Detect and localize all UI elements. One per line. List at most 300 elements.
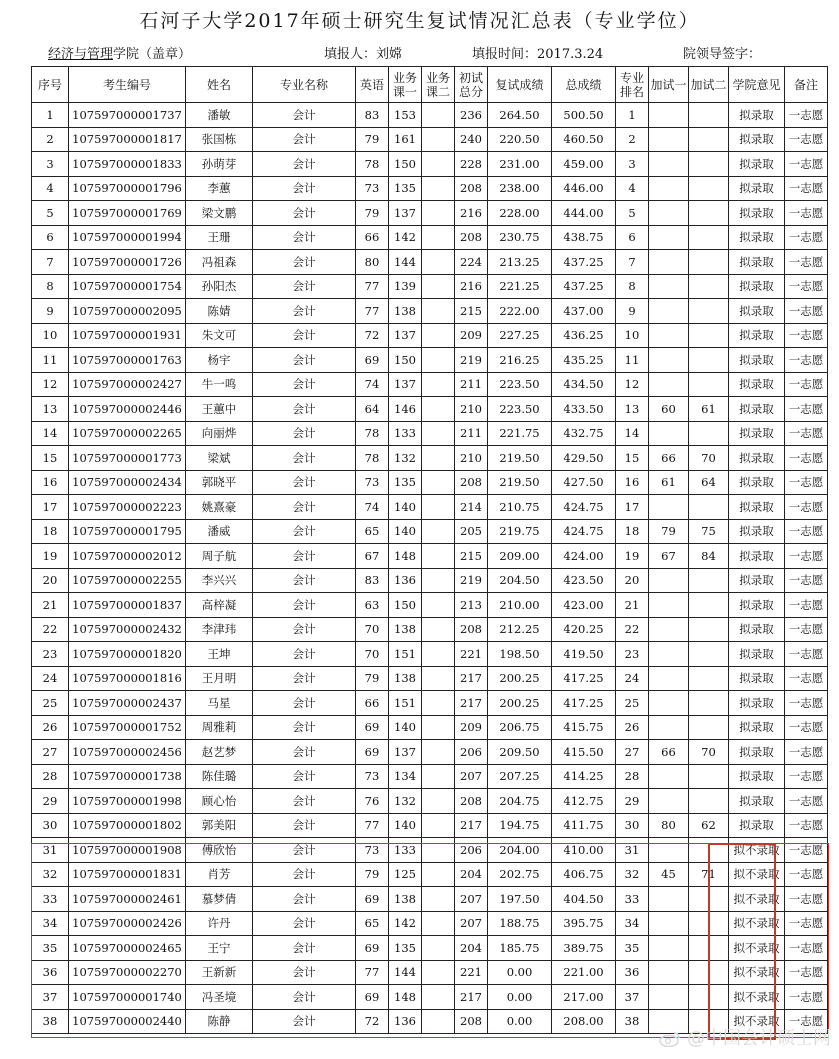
table-cell: 牛一鸣 <box>186 372 253 397</box>
college-suffix: 学院（盖章） <box>113 47 192 62</box>
column-header: 序号 <box>32 67 69 103</box>
table-cell: 31 <box>616 838 649 863</box>
table-cell: 135 <box>389 470 422 495</box>
table-cell: 215 <box>455 544 488 569</box>
table-cell: 27 <box>616 740 649 765</box>
table-cell: 69 <box>356 887 389 912</box>
table-cell: 459.00 <box>552 152 616 177</box>
table-cell: 417.25 <box>552 691 616 716</box>
table-cell: 王珊 <box>186 225 253 250</box>
table-cell: 一志愿 <box>785 887 828 912</box>
table-cell <box>689 617 729 642</box>
table-cell: 王宁 <box>186 936 253 961</box>
table-cell: 会计 <box>253 103 356 128</box>
table-cell: 224 <box>455 250 488 275</box>
table-cell: 73 <box>356 838 389 863</box>
table-cell: 204 <box>455 862 488 887</box>
table-cell: 194.75 <box>488 813 552 838</box>
table-cell: 拟不录取 <box>729 838 785 863</box>
table-cell: 107597000002265 <box>69 421 186 446</box>
table-cell: 会计 <box>253 568 356 593</box>
table-cell: 35 <box>616 936 649 961</box>
table-cell: 217 <box>455 985 488 1010</box>
table-row <box>32 617 828 642</box>
table-cell: 228.00 <box>488 201 552 226</box>
table-cell: 4 <box>616 176 649 201</box>
table-cell: 423.00 <box>552 593 616 618</box>
table-cell <box>689 642 729 667</box>
table-cell: 207 <box>455 887 488 912</box>
table-row <box>32 764 828 789</box>
table-cell: 209.50 <box>488 740 552 765</box>
table-cell: 28 <box>32 764 69 789</box>
table-cell: 11 <box>616 348 649 373</box>
table-cell: 会计 <box>253 421 356 446</box>
table-cell: 107597000002461 <box>69 887 186 912</box>
table-cell: 107597000001817 <box>69 127 186 152</box>
table-cell: 36 <box>32 960 69 985</box>
score-table <box>31 66 828 1034</box>
table-cell <box>689 593 729 618</box>
table-cell: 66 <box>649 740 689 765</box>
table-cell: 77 <box>356 960 389 985</box>
table-cell: 197.50 <box>488 887 552 912</box>
table-cell: 拟录取 <box>729 740 785 765</box>
table-row <box>32 936 828 961</box>
table-cell <box>689 348 729 373</box>
table-cell <box>649 201 689 226</box>
table-cell: 107597000002446 <box>69 397 186 422</box>
table-cell: 148 <box>389 985 422 1010</box>
table-cell: 一志愿 <box>785 740 828 765</box>
table-cell: 16 <box>616 470 649 495</box>
table-cell: 会计 <box>253 911 356 936</box>
table-cell: 会计 <box>253 519 356 544</box>
table-cell: 62 <box>689 813 729 838</box>
table-cell: 64 <box>356 397 389 422</box>
table-cell <box>689 936 729 961</box>
table-cell <box>422 299 455 324</box>
table-row <box>32 715 828 740</box>
table-cell: 郭晓平 <box>186 470 253 495</box>
table-cell <box>689 225 729 250</box>
column-header: 专业排名 <box>616 67 649 103</box>
table-cell: 433.50 <box>552 397 616 422</box>
table-cell: 梁斌 <box>186 446 253 471</box>
table-cell <box>649 764 689 789</box>
table-cell: 20 <box>32 568 69 593</box>
table-cell: 205 <box>455 519 488 544</box>
table-cell: 150 <box>389 348 422 373</box>
table-cell: 107597000002255 <box>69 568 186 593</box>
table-cell: 446.00 <box>552 176 616 201</box>
table-cell: 一志愿 <box>785 274 828 299</box>
table-cell: 238.00 <box>488 176 552 201</box>
table-cell: 107597000001737 <box>69 103 186 128</box>
table-cell: 拟录取 <box>729 813 785 838</box>
table-row <box>32 446 828 471</box>
table-cell: 79 <box>649 519 689 544</box>
table-cell: 444.00 <box>552 201 616 226</box>
table-row <box>32 691 828 716</box>
table-cell: 107597000001795 <box>69 519 186 544</box>
table-cell: 30 <box>32 813 69 838</box>
table-row <box>32 593 828 618</box>
table-cell: 拟录取 <box>729 495 785 520</box>
table-cell: 一志愿 <box>785 421 828 446</box>
table-row <box>32 519 828 544</box>
table-cell: 5 <box>32 201 69 226</box>
table-cell <box>422 593 455 618</box>
column-header: 加试二 <box>689 67 729 103</box>
table-cell: 404.50 <box>552 887 616 912</box>
table-cell: 冯祖森 <box>186 250 253 275</box>
table-cell: 21 <box>32 593 69 618</box>
table-cell: 会计 <box>253 764 356 789</box>
table-cell: 438.75 <box>552 225 616 250</box>
table-cell: 一志愿 <box>785 323 828 348</box>
table-cell: 一志愿 <box>785 617 828 642</box>
table-cell <box>689 911 729 936</box>
column-header: 复试成绩 <box>488 67 552 103</box>
table-cell: 151 <box>389 642 422 667</box>
table-row <box>32 911 828 936</box>
table-cell: 209.00 <box>488 544 552 569</box>
table-cell <box>649 936 689 961</box>
table-cell: 107597000002270 <box>69 960 186 985</box>
table-cell: 107597000002432 <box>69 617 186 642</box>
table-cell: 38 <box>616 1009 649 1034</box>
table-cell: 79 <box>356 201 389 226</box>
table-cell <box>689 985 729 1010</box>
table-cell: 2 <box>32 127 69 152</box>
table-cell <box>649 617 689 642</box>
table-cell: 朱文可 <box>186 323 253 348</box>
table-cell: 215 <box>455 299 488 324</box>
table-cell: 一志愿 <box>785 985 828 1010</box>
table-cell: 135 <box>389 936 422 961</box>
table-cell <box>649 911 689 936</box>
table-cell: 王坤 <box>186 642 253 667</box>
table-cell: 136 <box>389 1009 422 1034</box>
table-cell: 140 <box>389 813 422 838</box>
table-cell <box>689 789 729 814</box>
table-cell: 411.75 <box>552 813 616 838</box>
table-cell: 会计 <box>253 470 356 495</box>
table-cell: 107597000001726 <box>69 250 186 275</box>
table-cell: 拟录取 <box>729 250 785 275</box>
table-cell: 4 <box>32 176 69 201</box>
table-cell: 70 <box>356 642 389 667</box>
table-cell <box>422 691 455 716</box>
table-cell: 432.75 <box>552 421 616 446</box>
table-cell: 75 <box>689 519 729 544</box>
table-cell: 拟不录取 <box>729 1009 785 1034</box>
table-cell: 138 <box>389 299 422 324</box>
table-cell: 70 <box>689 740 729 765</box>
table-cell <box>422 544 455 569</box>
table-row <box>32 372 828 397</box>
table-cell: 会计 <box>253 691 356 716</box>
table-cell: 会计 <box>253 593 356 618</box>
table-cell: 潘敏 <box>186 103 253 128</box>
table-cell: 69 <box>356 715 389 740</box>
table-cell <box>422 421 455 446</box>
table-cell: 78 <box>356 421 389 446</box>
table-cell <box>689 299 729 324</box>
table-cell: 会计 <box>253 666 356 691</box>
table-cell: 拟录取 <box>729 397 785 422</box>
table-cell <box>649 985 689 1010</box>
table-cell: 拟录取 <box>729 372 785 397</box>
table-cell: 拟不录取 <box>729 911 785 936</box>
table-cell <box>689 691 729 716</box>
table-cell: 60 <box>649 397 689 422</box>
table-cell: 一志愿 <box>785 544 828 569</box>
table-cell: 61 <box>689 397 729 422</box>
table-cell: 会计 <box>253 813 356 838</box>
table-cell: 107597000002456 <box>69 740 186 765</box>
table-cell: 236 <box>455 103 488 128</box>
table-cell <box>689 764 729 789</box>
table-cell: 74 <box>356 372 389 397</box>
table-cell: 140 <box>389 715 422 740</box>
table-row <box>32 127 828 152</box>
column-header: 初试总分 <box>455 67 488 103</box>
table-cell <box>689 127 729 152</box>
table-cell: 107597000001763 <box>69 348 186 373</box>
table-cell: 107597000002223 <box>69 495 186 520</box>
table-cell: 74 <box>356 495 389 520</box>
table-cell: 204 <box>455 936 488 961</box>
table-cell: 12 <box>616 372 649 397</box>
table-cell: 208 <box>455 470 488 495</box>
table-cell: 会计 <box>253 862 356 887</box>
table-cell: 135 <box>389 176 422 201</box>
table-cell: 0.00 <box>488 1009 552 1034</box>
table-cell: 107597000001931 <box>69 323 186 348</box>
table-cell <box>422 789 455 814</box>
column-header: 专业名称 <box>253 67 356 103</box>
table-cell: 137 <box>389 372 422 397</box>
table-cell: 拟录取 <box>729 715 785 740</box>
table-cell: 王新新 <box>186 960 253 985</box>
table-cell: 拟录取 <box>729 544 785 569</box>
table-cell: 71 <box>689 862 729 887</box>
table-cell: 29 <box>32 789 69 814</box>
table-row <box>32 470 828 495</box>
table-cell: 66 <box>649 446 689 471</box>
table-cell <box>422 323 455 348</box>
table-cell: 500.50 <box>552 103 616 128</box>
table-cell: 孙阳杰 <box>186 274 253 299</box>
table-cell: 139 <box>389 274 422 299</box>
table-cell: 一志愿 <box>785 764 828 789</box>
table-cell: 221.25 <box>488 274 552 299</box>
table-cell: 414.25 <box>552 764 616 789</box>
table-cell: 一志愿 <box>785 838 828 863</box>
table-cell: 会计 <box>253 274 356 299</box>
leader-signature: 院领导签字： <box>683 47 762 62</box>
table-cell: 437.00 <box>552 299 616 324</box>
table-cell: 73 <box>356 470 389 495</box>
table-cell: 66 <box>356 225 389 250</box>
table-cell: 150 <box>389 593 422 618</box>
table-cell <box>422 127 455 152</box>
table-row <box>32 201 828 226</box>
table-cell: 高梓凝 <box>186 593 253 618</box>
table-cell: 1 <box>32 103 69 128</box>
table-cell: 200.25 <box>488 691 552 716</box>
table-cell <box>689 887 729 912</box>
table-cell: 208.00 <box>552 1009 616 1034</box>
table-cell: 一志愿 <box>785 789 828 814</box>
table-cell: 216.25 <box>488 348 552 373</box>
table-cell <box>649 348 689 373</box>
table-cell: 211 <box>455 421 488 446</box>
table-cell: 132 <box>389 789 422 814</box>
table-cell: 77 <box>356 813 389 838</box>
college-name-value: 经济与管理 <box>48 47 114 62</box>
table-cell <box>649 176 689 201</box>
table-row <box>32 397 828 422</box>
table-cell <box>422 715 455 740</box>
table-row <box>32 985 828 1010</box>
table-cell: 会计 <box>253 446 356 471</box>
column-header: 备注 <box>785 67 828 103</box>
table-cell: 一志愿 <box>785 372 828 397</box>
table-cell: 18 <box>616 519 649 544</box>
table-cell: 222.00 <box>488 299 552 324</box>
table-cell <box>649 887 689 912</box>
table-cell: 拟录取 <box>729 691 785 716</box>
table-cell: 一志愿 <box>785 495 828 520</box>
column-header: 加试一 <box>649 67 689 103</box>
table-cell: 一志愿 <box>785 152 828 177</box>
table-cell: 拟录取 <box>729 470 785 495</box>
table-cell <box>649 421 689 446</box>
table-cell: 梁文鹏 <box>186 201 253 226</box>
table-cell: 107597000002465 <box>69 936 186 961</box>
table-cell: 228 <box>455 152 488 177</box>
table-cell: 拟录取 <box>729 176 785 201</box>
table-cell: 会计 <box>253 887 356 912</box>
table-cell: 一志愿 <box>785 666 828 691</box>
table-cell: 77 <box>356 274 389 299</box>
table-cell: 会计 <box>253 152 356 177</box>
table-cell: 0.00 <box>488 960 552 985</box>
table-cell: 206 <box>455 740 488 765</box>
table-row <box>32 299 828 324</box>
table-cell: 84 <box>689 544 729 569</box>
table-cell: 219.50 <box>488 446 552 471</box>
table-cell: 38 <box>32 1009 69 1034</box>
table-cell: 26 <box>32 715 69 740</box>
table-cell: 66 <box>356 691 389 716</box>
table-cell: 146 <box>389 397 422 422</box>
table-cell <box>422 642 455 667</box>
table-cell: 210 <box>455 446 488 471</box>
table-cell: 161 <box>389 127 422 152</box>
table-cell: 208 <box>455 225 488 250</box>
table-row <box>32 960 828 985</box>
table-cell: 107597000002426 <box>69 911 186 936</box>
table-cell: 213 <box>455 593 488 618</box>
table-cell <box>422 225 455 250</box>
table-cell: 赵艺梦 <box>186 740 253 765</box>
table-cell: 一志愿 <box>785 911 828 936</box>
table-cell <box>422 495 455 520</box>
table-cell: 210 <box>455 397 488 422</box>
table-cell: 17 <box>616 495 649 520</box>
table-cell <box>422 446 455 471</box>
table-cell <box>689 323 729 348</box>
table-cell: 27 <box>32 740 69 765</box>
table-cell: 冯圣境 <box>186 985 253 1010</box>
table-cell: 36 <box>616 960 649 985</box>
page-title: 石河子大学2017年硕士研究生复试情况汇总表（专业学位） <box>139 10 700 32</box>
table-cell: 肖芳 <box>186 862 253 887</box>
table-row <box>32 348 828 373</box>
table-cell: 一志愿 <box>785 201 828 226</box>
table-cell: 217 <box>455 691 488 716</box>
table-cell: 206 <box>455 838 488 863</box>
table-cell: 107597000002437 <box>69 691 186 716</box>
table-cell: 429.50 <box>552 446 616 471</box>
table-cell: 72 <box>356 323 389 348</box>
table-cell <box>689 372 729 397</box>
table-cell: 拟录取 <box>729 201 785 226</box>
table-cell: 79 <box>356 127 389 152</box>
table-cell: 傅欣怡 <box>186 838 253 863</box>
table-cell: 王蕙中 <box>186 397 253 422</box>
table-cell: 188.75 <box>488 911 552 936</box>
table-cell: 133 <box>389 421 422 446</box>
table-cell: 70 <box>689 446 729 471</box>
table-cell: 207 <box>455 764 488 789</box>
table-cell: 25 <box>616 691 649 716</box>
table-cell: 70 <box>356 617 389 642</box>
table-cell: 34 <box>616 911 649 936</box>
table-cell: 陈佳璐 <box>186 764 253 789</box>
table-cell: 拟录取 <box>729 666 785 691</box>
table-cell: 65 <box>356 911 389 936</box>
table-cell: 会计 <box>253 372 356 397</box>
table-cell: 61 <box>649 470 689 495</box>
table-cell: 150 <box>389 152 422 177</box>
table-cell <box>649 666 689 691</box>
table-cell: 5 <box>616 201 649 226</box>
table-cell: 107597000002427 <box>69 372 186 397</box>
table-cell: 一志愿 <box>785 936 828 961</box>
table-cell: 15 <box>616 446 649 471</box>
table-cell: 202.75 <box>488 862 552 887</box>
table-cell: 142 <box>389 911 422 936</box>
table-cell <box>649 715 689 740</box>
table-cell: 8 <box>32 274 69 299</box>
table-cell: 拟不录取 <box>729 985 785 1010</box>
table-cell: 213.25 <box>488 250 552 275</box>
column-header: 学院意见 <box>729 67 785 103</box>
table-cell: 13 <box>32 397 69 422</box>
table-cell: 王月明 <box>186 666 253 691</box>
table-cell: 25 <box>32 691 69 716</box>
table-cell: 24 <box>32 666 69 691</box>
table-cell <box>649 274 689 299</box>
table-cell: 一志愿 <box>785 225 828 250</box>
table-body <box>32 103 828 1034</box>
table-cell: 9 <box>616 299 649 324</box>
